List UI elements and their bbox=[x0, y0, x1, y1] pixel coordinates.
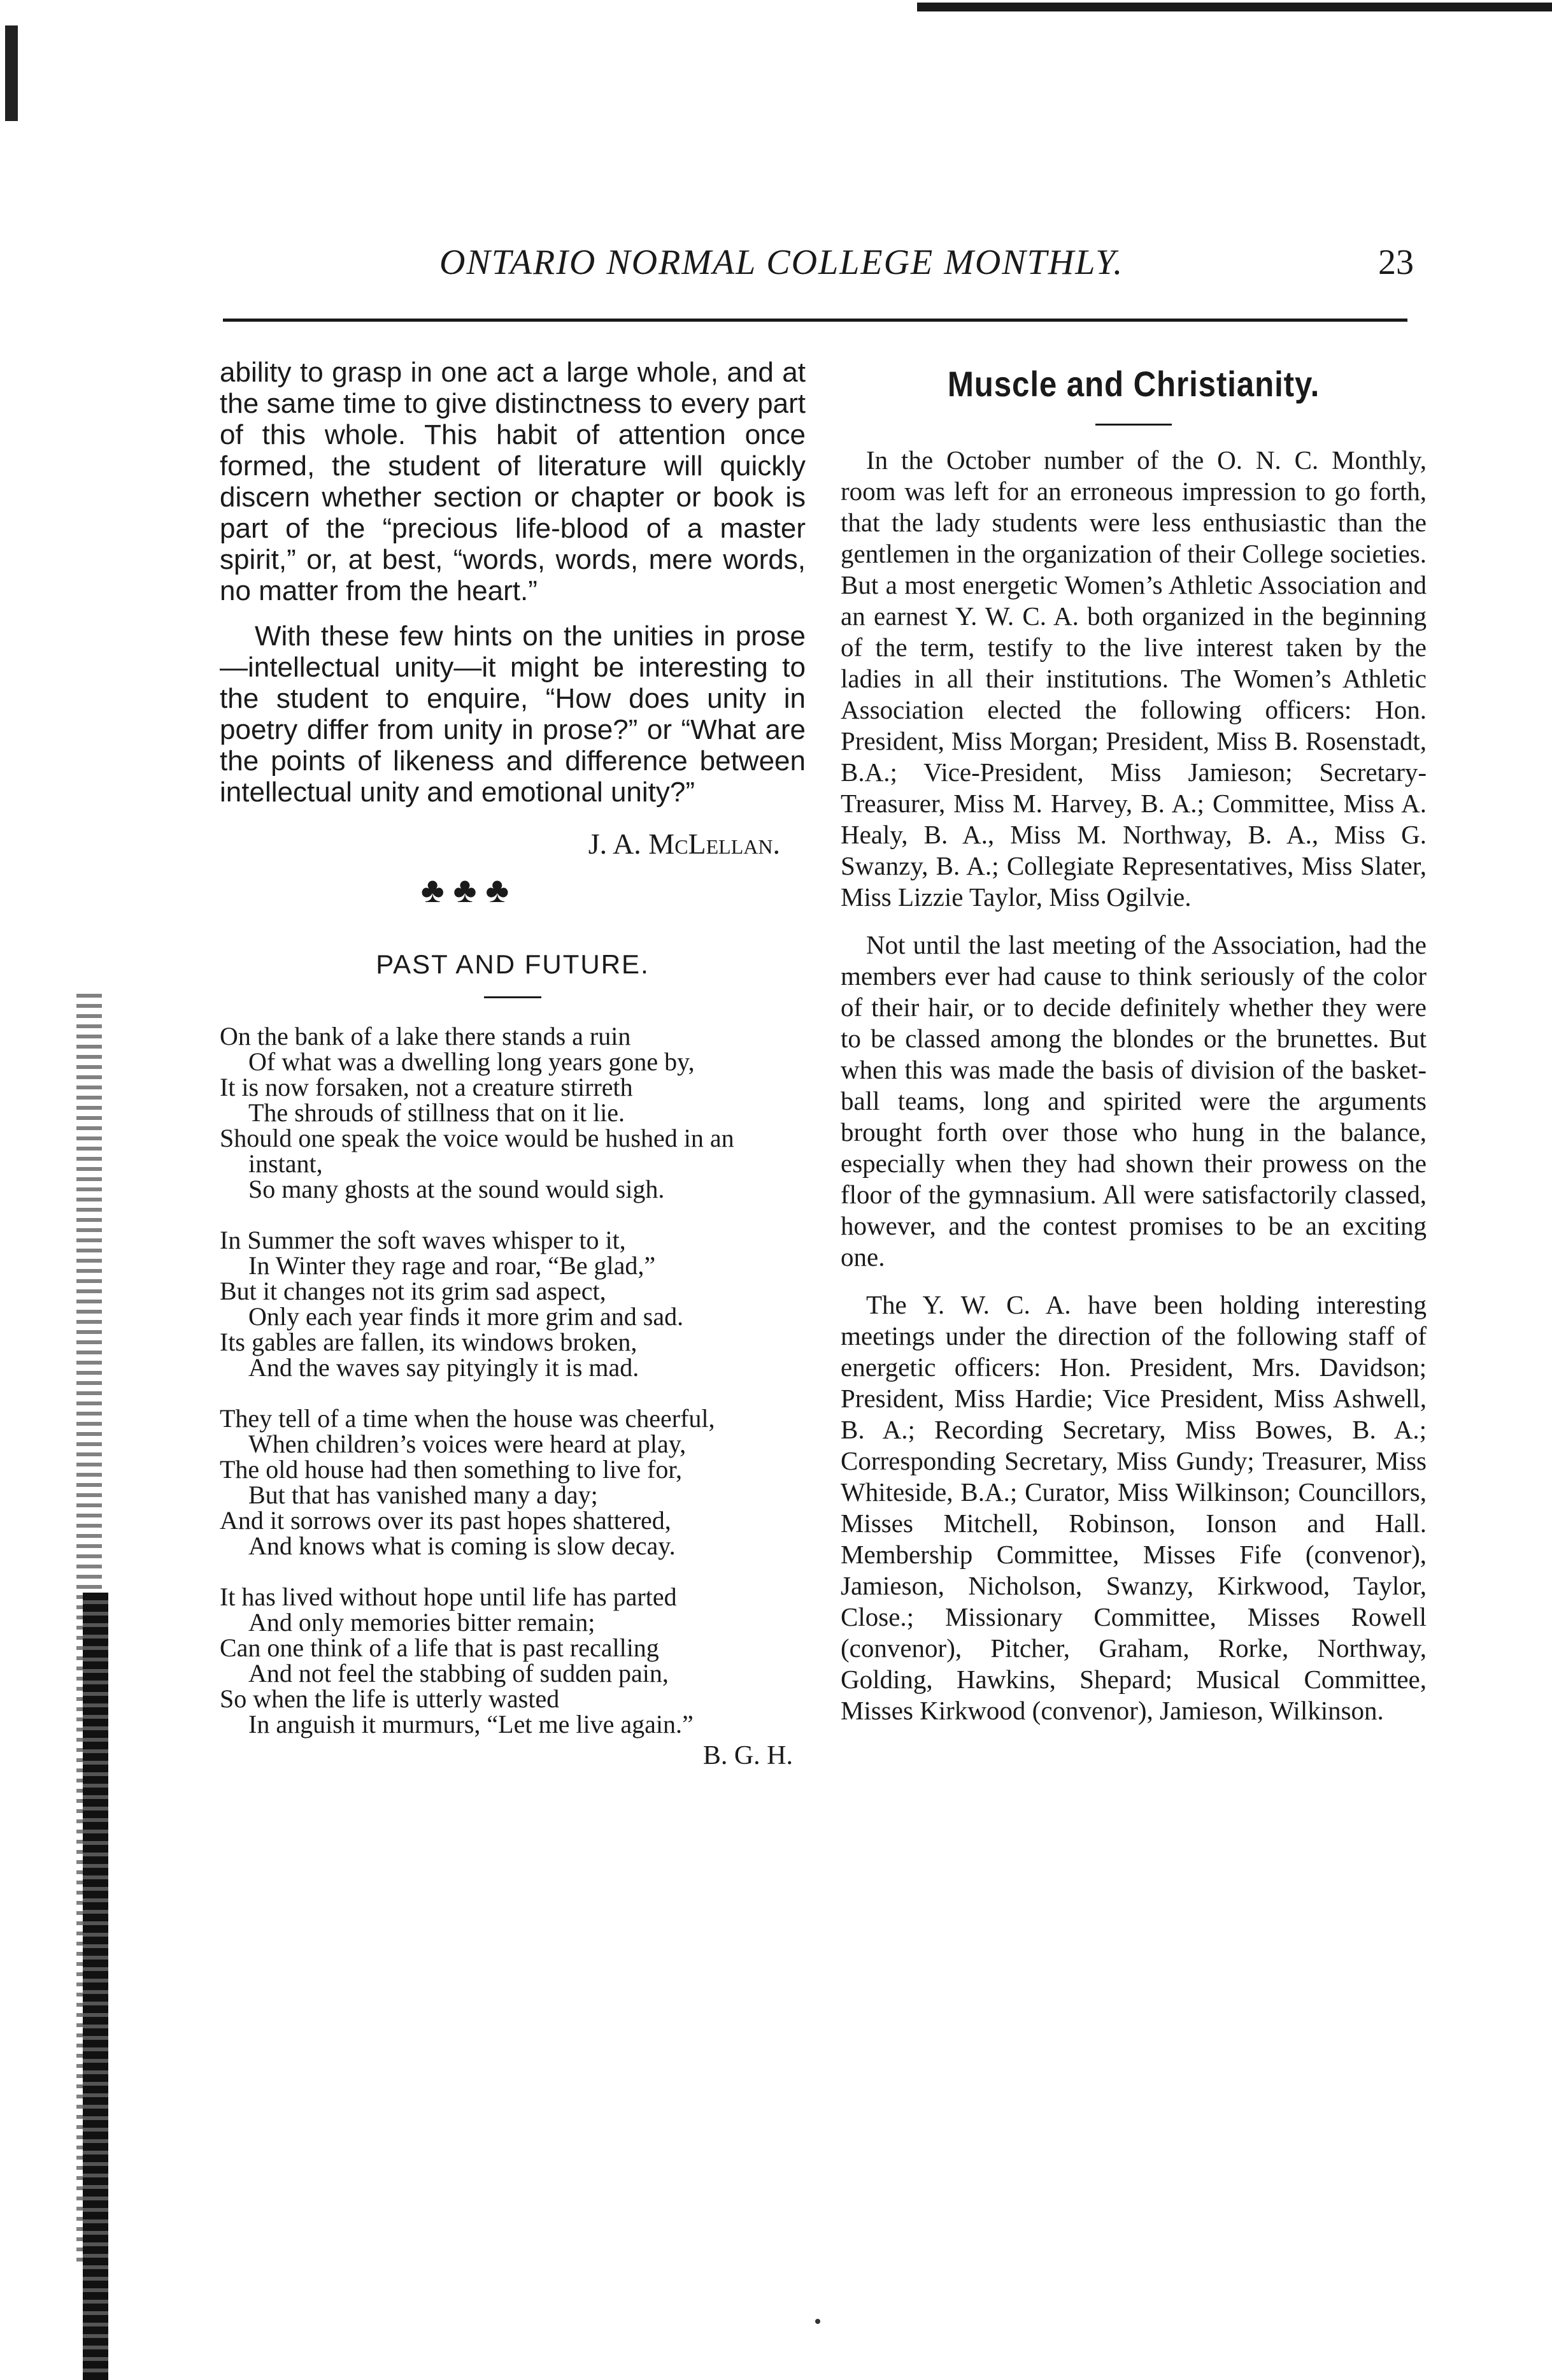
poem-line: In anguish it murmurs, “Let me live again.” bbox=[248, 1710, 694, 1738]
poem-line: So many ghosts at the sound would sigh. bbox=[248, 1175, 665, 1203]
ornament-divider: ♣ ♣ ♣ bbox=[420, 871, 509, 910]
top-edge-rule bbox=[917, 3, 1552, 11]
poem-line: And knows what is coming is slow decay. bbox=[248, 1531, 676, 1560]
poem-line: So when the life is utterly wasted bbox=[220, 1684, 560, 1713]
poem-stanza bbox=[220, 1584, 806, 1737]
poem-line: And only memories bitter remain; bbox=[248, 1608, 595, 1637]
poem-stanza bbox=[220, 1024, 806, 1202]
poem-line: It is now forsaken, not a creature stirreth bbox=[220, 1073, 633, 1101]
poem-line: Its gables are fallen, its windows broken, bbox=[220, 1328, 637, 1356]
poem-line: But it changes not its grim sad aspect, bbox=[220, 1277, 606, 1305]
right-column bbox=[841, 357, 1427, 1726]
poem-initials: B. G. H. bbox=[702, 1741, 793, 1770]
poem-line: On the bank of a lake there stands a ruin bbox=[220, 1022, 631, 1050]
left-column bbox=[220, 357, 806, 1771]
page-header bbox=[255, 242, 1414, 299]
poem-stanza bbox=[220, 1228, 806, 1380]
poem-title-rule bbox=[484, 996, 541, 998]
poem-line: Should one speak the voice would be hushed in an instant, bbox=[220, 1124, 734, 1178]
poem-line: And the waves say pityingly it is mad. bbox=[248, 1353, 639, 1382]
poem-line: But that has vanished many a day; bbox=[248, 1480, 598, 1509]
poem-line: Of what was a dwelling long years gone by, bbox=[248, 1047, 695, 1076]
unity-paragraph: With these few hints on the unities in prose—intellectual unity—it might be interesting to the student to enquire, “How does unity in poetry differ from unity in prose?” or “What are the points of likeness and difference between intellectual unity and emotional unity?” bbox=[220, 620, 806, 808]
ywca-paragraph: The Y. W. C. A. have been holding interesting meetings under the direction of the following staff of energetic officers: Hon. President, Mrs. Davidson; President, Miss Hardie; Vice President, Miss Ashwell, B. A.; Recording Secretary, Miss Bowes, B. A.; Corresponding Secretary, Miss Gundy; Treasurer, Miss Whiteside, B.A.; Curator, Miss Wilkinson; Councillors, Misses Mitchell, Robinson, Ionson and Hall. Membership Committee, Misses Fife (convenor), Jamieson, Nicholson, Swanzy, Kirkwood, Taylor, Close.; Missionary Committee, Misses Rowell (convenor), Pitcher, Graham, Rorke, Northway, Golding, Hawkins, Shepard; Musical Committee, Misses Kirkwood (convenor), Jamieson, Wilkinson. bbox=[841, 1290, 1427, 1725]
poem-line: The old house had then something to live for, bbox=[220, 1455, 683, 1484]
continued-paragraph: ability to grasp in one act a large whole, and at the same time to give distinctness to every part of this whole. This habit of attention once formed, the student of literature will quickly discern whether section or chapter or book is part of the “precious life-blood of a master spirit,” or, at best, “words, words, mere words, no matter from the heart.” bbox=[220, 357, 806, 606]
basketball-paragraph: Not until the last meeting of the Association, had the members ever had cause to think seriously of the color of their hair, or to decide definitely whether they were to be classed among the blondes or the brunettes. But when this was made the basis of division of the basket-ball teams, long and spirited were the arguments brought forth over those who hung in the balance, especially when they had shown their prowess on the floor of the gymnasium. All were satisfactorily classed, however, and the contest promises to be an exciting one. bbox=[841, 930, 1427, 1272]
article-title: Muscle and Christianity. bbox=[947, 364, 1320, 404]
scan-corner-mark bbox=[5, 25, 18, 121]
article-title-rule bbox=[1095, 424, 1172, 426]
poem-body bbox=[220, 1024, 806, 1737]
poem-line: And it sorrows over its past hopes shattered, bbox=[220, 1506, 671, 1535]
poem-line: Only each year finds it more grim and sad. bbox=[248, 1302, 684, 1331]
author-signature: J. A. McLellan. bbox=[588, 828, 780, 860]
poem-stanza bbox=[220, 1406, 806, 1559]
poem-title: PAST AND FUTURE. bbox=[376, 949, 650, 979]
header-rule bbox=[223, 319, 1407, 322]
page-number: 23 bbox=[1378, 243, 1414, 282]
poem-line: It has lived without hope until life has parted bbox=[220, 1582, 677, 1611]
poem-line: In Summer the soft waves whisper to it, bbox=[220, 1226, 626, 1254]
stray-dot bbox=[815, 2319, 820, 2324]
poem-line: In Winter they rage and roar, “Be glad,” bbox=[248, 1251, 656, 1280]
binding-shadow bbox=[83, 1593, 108, 2380]
athletic-association-paragraph: In the October number of the O. N. C. Monthly, room was left for an erroneous impression to go forth, that the lady students were less enthusiastic than the gentlemen in the organization of their College societies. But a most energetic Women’s Athletic Association and an earnest Y. W. C. A. both organized in the beginning of the term, testify to the live interest taken by the ladies in all their institutions. The Women’s Athletic Association elected the following officers: Hon. President, Miss Morgan; President, Miss B. Rosenstadt, B.A.; Vice-President, Miss Jamieson; Secretary-Treasurer, Miss M. Harvey, B. A.; Committee, Miss A. Healy, B. A., Miss M. Northway, B. A., Miss G. Swanzy, B. A.; Collegiate Representatives, Miss Slater, Miss Lizzie Taylor, Miss Ogilvie. bbox=[841, 445, 1427, 912]
poem-line: Can one think of a life that is past recalling bbox=[220, 1633, 659, 1662]
running-head: ONTARIO NORMAL COLLEGE MONTHLY. bbox=[439, 243, 1124, 282]
poem-line: When children’s voices were heard at play, bbox=[248, 1430, 687, 1458]
poem-line: They tell of a time when the house was cheerful, bbox=[220, 1404, 715, 1433]
poem-line: The shrouds of stillness that on it lie. bbox=[248, 1098, 625, 1127]
poem-line: And not feel the stabbing of sudden pain, bbox=[248, 1659, 669, 1688]
